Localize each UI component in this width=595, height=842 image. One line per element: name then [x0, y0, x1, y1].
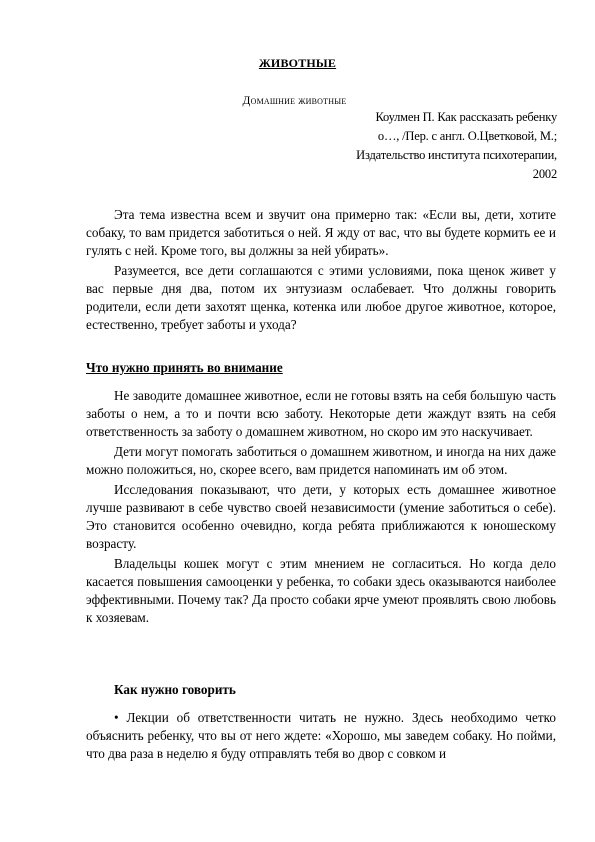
- document-subtitle: Домашние животные: [242, 95, 347, 107]
- how-to-talk-section: [86, 709, 556, 765]
- section-heading-considerations: Что нужно принять во внимание: [86, 360, 283, 375]
- source-line-4: 2002: [532, 167, 557, 181]
- how-to-talk-paragraph-1: • Лекции об ответственности читать не нужно. Здесь необходимо четко объяснить ребенку, что вы от него ждете: «Хорошо, мы заведем собаку. Но пойми, что два раза в неделю я буду отправлять тебя во двор с совком и: [86, 710, 556, 761]
- source-line-2: о…, /Пер. с англ. О.Цветковой, М.;: [377, 129, 557, 143]
- considerations-paragraph-4: Владельцы кошек могут с этим мнением не согласиться. Но когда дело касается повышения самооценки у ребенка, то собаки здесь оказываются наиболее эффективными. Почему так? Да просто собаки ярче умеют проявлять свою любовь к хозяевам.: [86, 556, 556, 625]
- considerations-paragraph-1: Не заводите домашнее животное, если не готовы взять на себя большую часть заботы о нем, а то и почти всю заботу. Некоторые дети жаждут взять на себя ответственность за заботу о домашнем животном, но скоро им это наскучивает.: [86, 388, 556, 439]
- intro-paragraph-1: Эта тема известна всем и звучит она примерно так: «Если вы, дети, хотите собаку, то вам придется заботиться о ней. Я жду от вас, что вы будете кормить ее и гулять с ней. Кроме того, вы должны за ней убирать».: [86, 207, 556, 258]
- source-line-1: Коулмен П. Как рассказать ребенку: [375, 110, 557, 124]
- intro-section: [86, 206, 556, 336]
- source-citation: [257, 108, 557, 184]
- considerations-paragraph-3: Исследования показывают, что дети, у которых есть домашнее животное лучше развивают в себе чувство своей независимости (умение заботиться о себе). Это становится особенно очевидно, когда ребята приближаются к юношескому возрасту.: [86, 482, 556, 551]
- source-line-3: Издательство института психотерапии,: [356, 148, 557, 162]
- document-title: ЖИВОТНЫЕ: [258, 56, 337, 70]
- section-heading-how-to-talk: Как нужно говорить: [114, 682, 236, 697]
- considerations-paragraph-2: Дети могут помогать заботиться о домашнем животном, и иногда на них даже можно положиться, но, скорее всего, вам придется напоминать им об этом.: [86, 444, 556, 477]
- considerations-section: [86, 387, 556, 629]
- intro-paragraph-2: Разумеется, все дети соглашаются с этими условиями, пока щенок живет у вас первые дня два, потом их энтузиазм ослабевает. Что должны говорить родители, если дети захотят щенка, котенка или любое другое животное, которое, естественно, требует заботы и ухода?: [86, 263, 556, 332]
